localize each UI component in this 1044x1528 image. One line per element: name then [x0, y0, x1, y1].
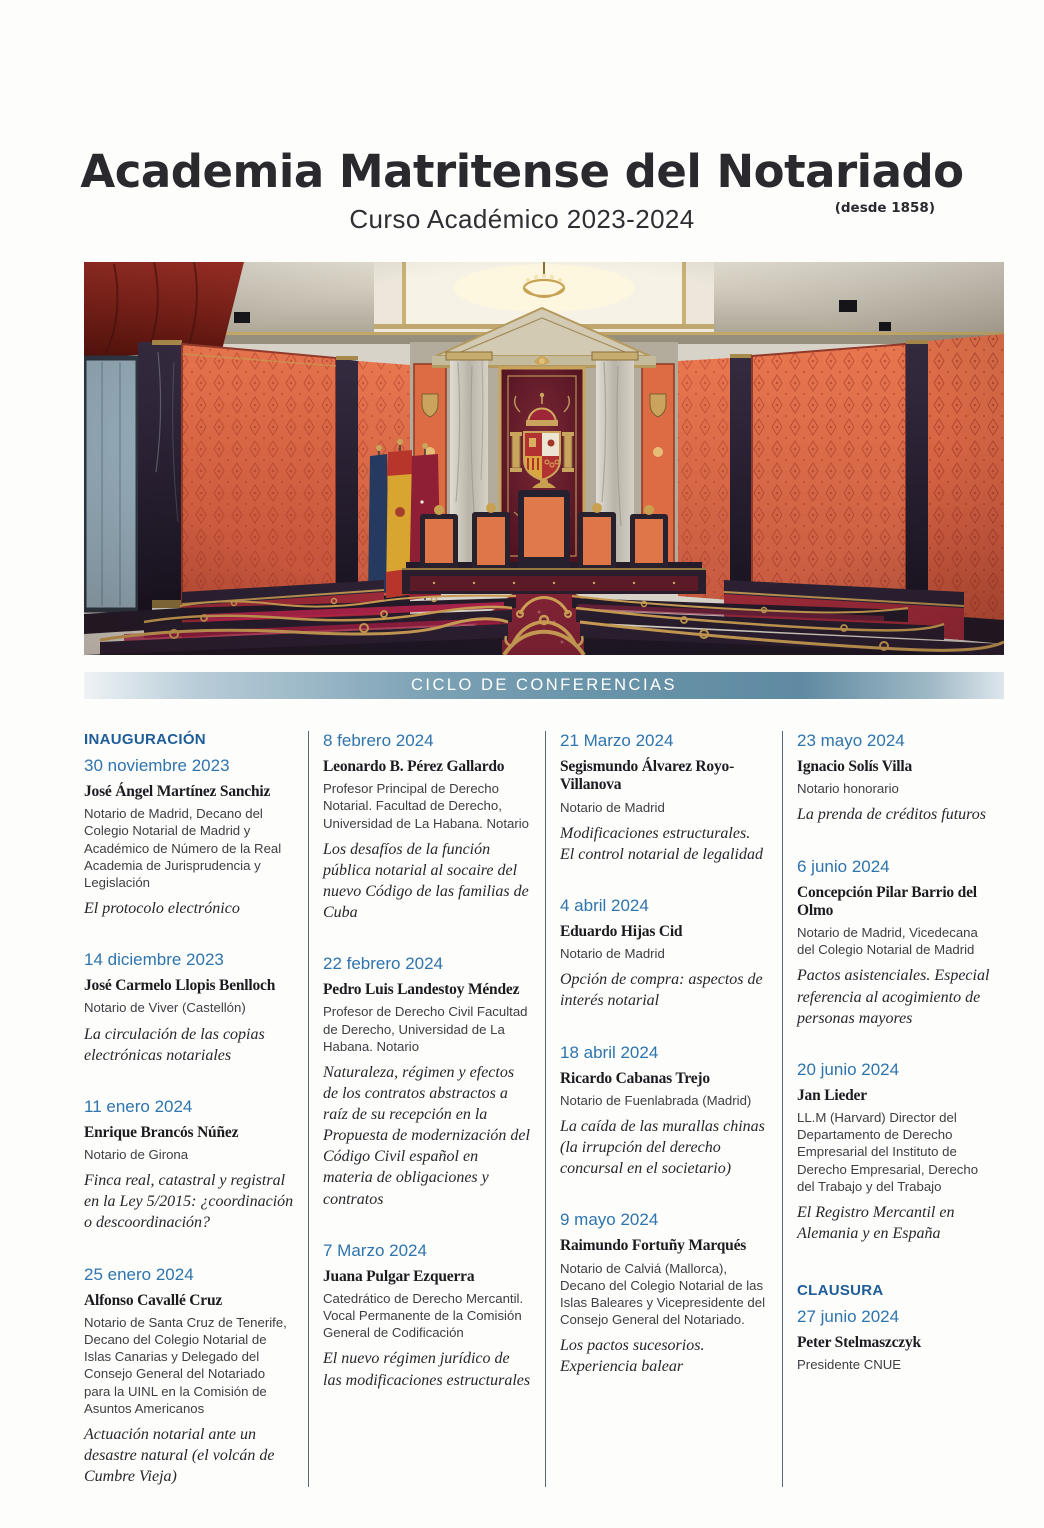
lecture-title: Los desafíos de la función pública notarial al socaire del nuevo Código de las familias de Cuba [323, 840, 529, 922]
speaker-role: Notario de Madrid, Vicedecana del Colegio Notarial de Madrid [797, 925, 978, 958]
conference-date: 30 noviembre 2023 [84, 756, 230, 775]
speaker-role: Catedrático de Derecho Mercantil. Vocal Permanente de la Comisión General de Codificación [323, 1290, 524, 1341]
speaker-name: Alfonso Cavallé Cruz [84, 1291, 223, 1309]
speaker-name: Ignacio Solís Villa [797, 758, 913, 775]
speaker-name: Peter Stelmaszczyk [797, 1334, 921, 1352]
conference-date: 11 enero 2024 [84, 1096, 193, 1116]
column-1 [84, 731, 308, 1487]
lecture-title: Opción de compra: aspectos de interés notarial [560, 971, 763, 1010]
masthead [0, 145, 1044, 235]
conference-columns [84, 731, 1004, 1487]
speaker-name: José Ángel Martínez Sanchiz [84, 783, 271, 800]
speaker-role: Profesor de Derecho Civil Facultad de Derecho, Universidad de La Habana. Notario [323, 1004, 528, 1054]
lecture-title: El protocolo electrónico [84, 900, 240, 918]
speaker-role: Notario de Santa Cruz de Tenerife, Decano del Colegio Notarial de Islas Canarias y Delegado del Consejo General del Notariado para la UINL en la Comisión de Asuntos Americanos [84, 1314, 287, 1416]
speaker-name: Segismundo Álvarez Royo-Villanova [560, 758, 735, 794]
conference-date: 25 enero 2024 [84, 1264, 194, 1284]
conference-entry [797, 731, 990, 826]
speaker-name: Juana Pulgar Ezquerra [323, 1267, 475, 1285]
speaker-role: Notario de Calviá (Mallorca), Decano del Colegio Notarial de las Islas Baleares y Vicepresidente del Consejo General del Notariado. [560, 1260, 766, 1328]
speaker-name: Raimundo Fortuñy Marqués [560, 1237, 747, 1255]
conference-entry [560, 731, 768, 865]
speaker-name: Jan Lieder [797, 1086, 867, 1104]
conference-entry [323, 1241, 531, 1391]
speaker-role: Notario de Madrid, Decano del Colegio Notarial de Madrid y Académico de Número de la Real Academia de Jurisprudencia y Legislación [84, 806, 282, 890]
speaker-name: Ricardo Cabanas Trejo [560, 1069, 710, 1087]
conference-entry [560, 1210, 768, 1377]
conference-date: 6 junio 2024 [797, 856, 890, 876]
speaker-role: Notario honorario [797, 781, 899, 797]
column-3 [545, 731, 782, 1487]
speaker-name: José Carmelo Llopis Benlloch [84, 977, 276, 995]
conference-entry [323, 954, 531, 1210]
lecture-title: Pactos asistenciales. Especial referencia al acogimiento de personas mayores [797, 967, 990, 1027]
conference-date: 9 mayo 2024 [560, 1210, 659, 1230]
conference-date: 21 Marzo 2024 [560, 731, 674, 750]
conference-entry [560, 1043, 768, 1180]
conference-entry [84, 1265, 294, 1488]
section-banner [84, 672, 1004, 699]
conference-date: 4 abril 2024 [560, 895, 649, 915]
conference-date: 20 junio 2024 [797, 1059, 900, 1079]
speaker-name: Eduardo Hijas Cid [560, 922, 683, 940]
hall-illustration [84, 262, 1004, 655]
conference-entry [797, 1060, 990, 1244]
conference-entry [84, 756, 294, 919]
section-header-clausura: CLAUSURA [797, 1282, 884, 1300]
lecture-title: Finca real, catastral y registral en la Ley 5/2015: ¿coordinación o descoordinación? [84, 1172, 294, 1232]
conference-date: 14 diciembre 2023 [84, 950, 224, 970]
lecture-title: Modificaciones estructurales. El control notarial de legalidad [560, 824, 763, 863]
assembly-hall-photo [84, 262, 1004, 655]
conference-entry [560, 896, 768, 1012]
conference-date: 18 abril 2024 [560, 1042, 659, 1062]
conference-date: 23 mayo 2024 [797, 731, 905, 750]
speaker-name: Pedro Luis Landestoy Méndez [323, 981, 520, 999]
section-header-inauguracion: INAUGURACIÓN [84, 731, 206, 748]
lecture-title: Actuación notarial ante un desastre natural (el volcán de Cumbre Vieja) [84, 1425, 275, 1486]
since-label: (desde 1858) [834, 200, 935, 216]
conference-entry [797, 857, 990, 1029]
conference-entry [84, 950, 294, 1066]
speaker-role: Notario de Fuenlabrada (Madrid) [560, 1092, 752, 1108]
lecture-title: El Registro Mercantil en Alemania y en España [797, 1203, 955, 1242]
speaker-role: Presidente CNUE [797, 1357, 902, 1373]
speaker-name: Enrique Brancós Núñez [84, 1123, 239, 1141]
conference-entry [84, 1097, 294, 1234]
lecture-title: La prenda de créditos futuros [797, 806, 987, 824]
speaker-role: Notario de Madrid [560, 946, 665, 962]
conference-entry [797, 1307, 990, 1373]
speaker-name: Leonardo B. Pérez Gallardo [323, 758, 505, 775]
page-title: Academia Matritense del Notariado [80, 145, 964, 198]
lecture-title: El nuevo régimen jurídico de las modificaciones estructurales [323, 1350, 531, 1389]
speaker-role: LL.M (Harvard) Director del Departamento de Derecho Empresarial del Instituto de Derecho Empresarial, Derecho del Trabajo y del Trabajo [797, 1110, 979, 1194]
speaker-role: Notario de Girona [84, 1147, 189, 1163]
conference-date: 27 junio 2024 [797, 1307, 900, 1327]
conference-date: 7 Marzo 2024 [323, 1240, 427, 1260]
speaker-role: Notario de Viver (Castellón) [84, 1000, 246, 1016]
lecture-title: La caída de las murallas chinas (la irrupción del derecho concursal en el societario) [560, 1118, 765, 1178]
page-subtitle: Curso Académico 2023-2024 [349, 204, 695, 235]
banner-label: CICLO DE CONFERENCIAS [410, 676, 678, 694]
conference-entry [323, 731, 531, 923]
speaker-name: Concepción Pilar Barrio del Olmo [797, 883, 977, 919]
column-2 [308, 731, 545, 1487]
lecture-title: Naturaleza, régimen y efectos de los contratos abstractos a raíz de su recepción en la Propuesta de modernización del Código Civil español en materia de obligaciones y contratos [323, 1063, 530, 1208]
lecture-title: Los pactos sucesorios. Experiencia balear [560, 1337, 705, 1376]
conference-date: 8 febrero 2024 [323, 731, 434, 750]
column-4 [782, 731, 1004, 1487]
speaker-role: Notario de Madrid [560, 799, 665, 815]
speaker-role: Profesor Principal de Derecho Notarial. Facultad de Derecho, Universidad de La Habana. Notario [323, 781, 529, 831]
conference-date: 22 febrero 2024 [323, 954, 444, 974]
lecture-title: La circulación de las copias electrónicas notariales [84, 1025, 265, 1064]
